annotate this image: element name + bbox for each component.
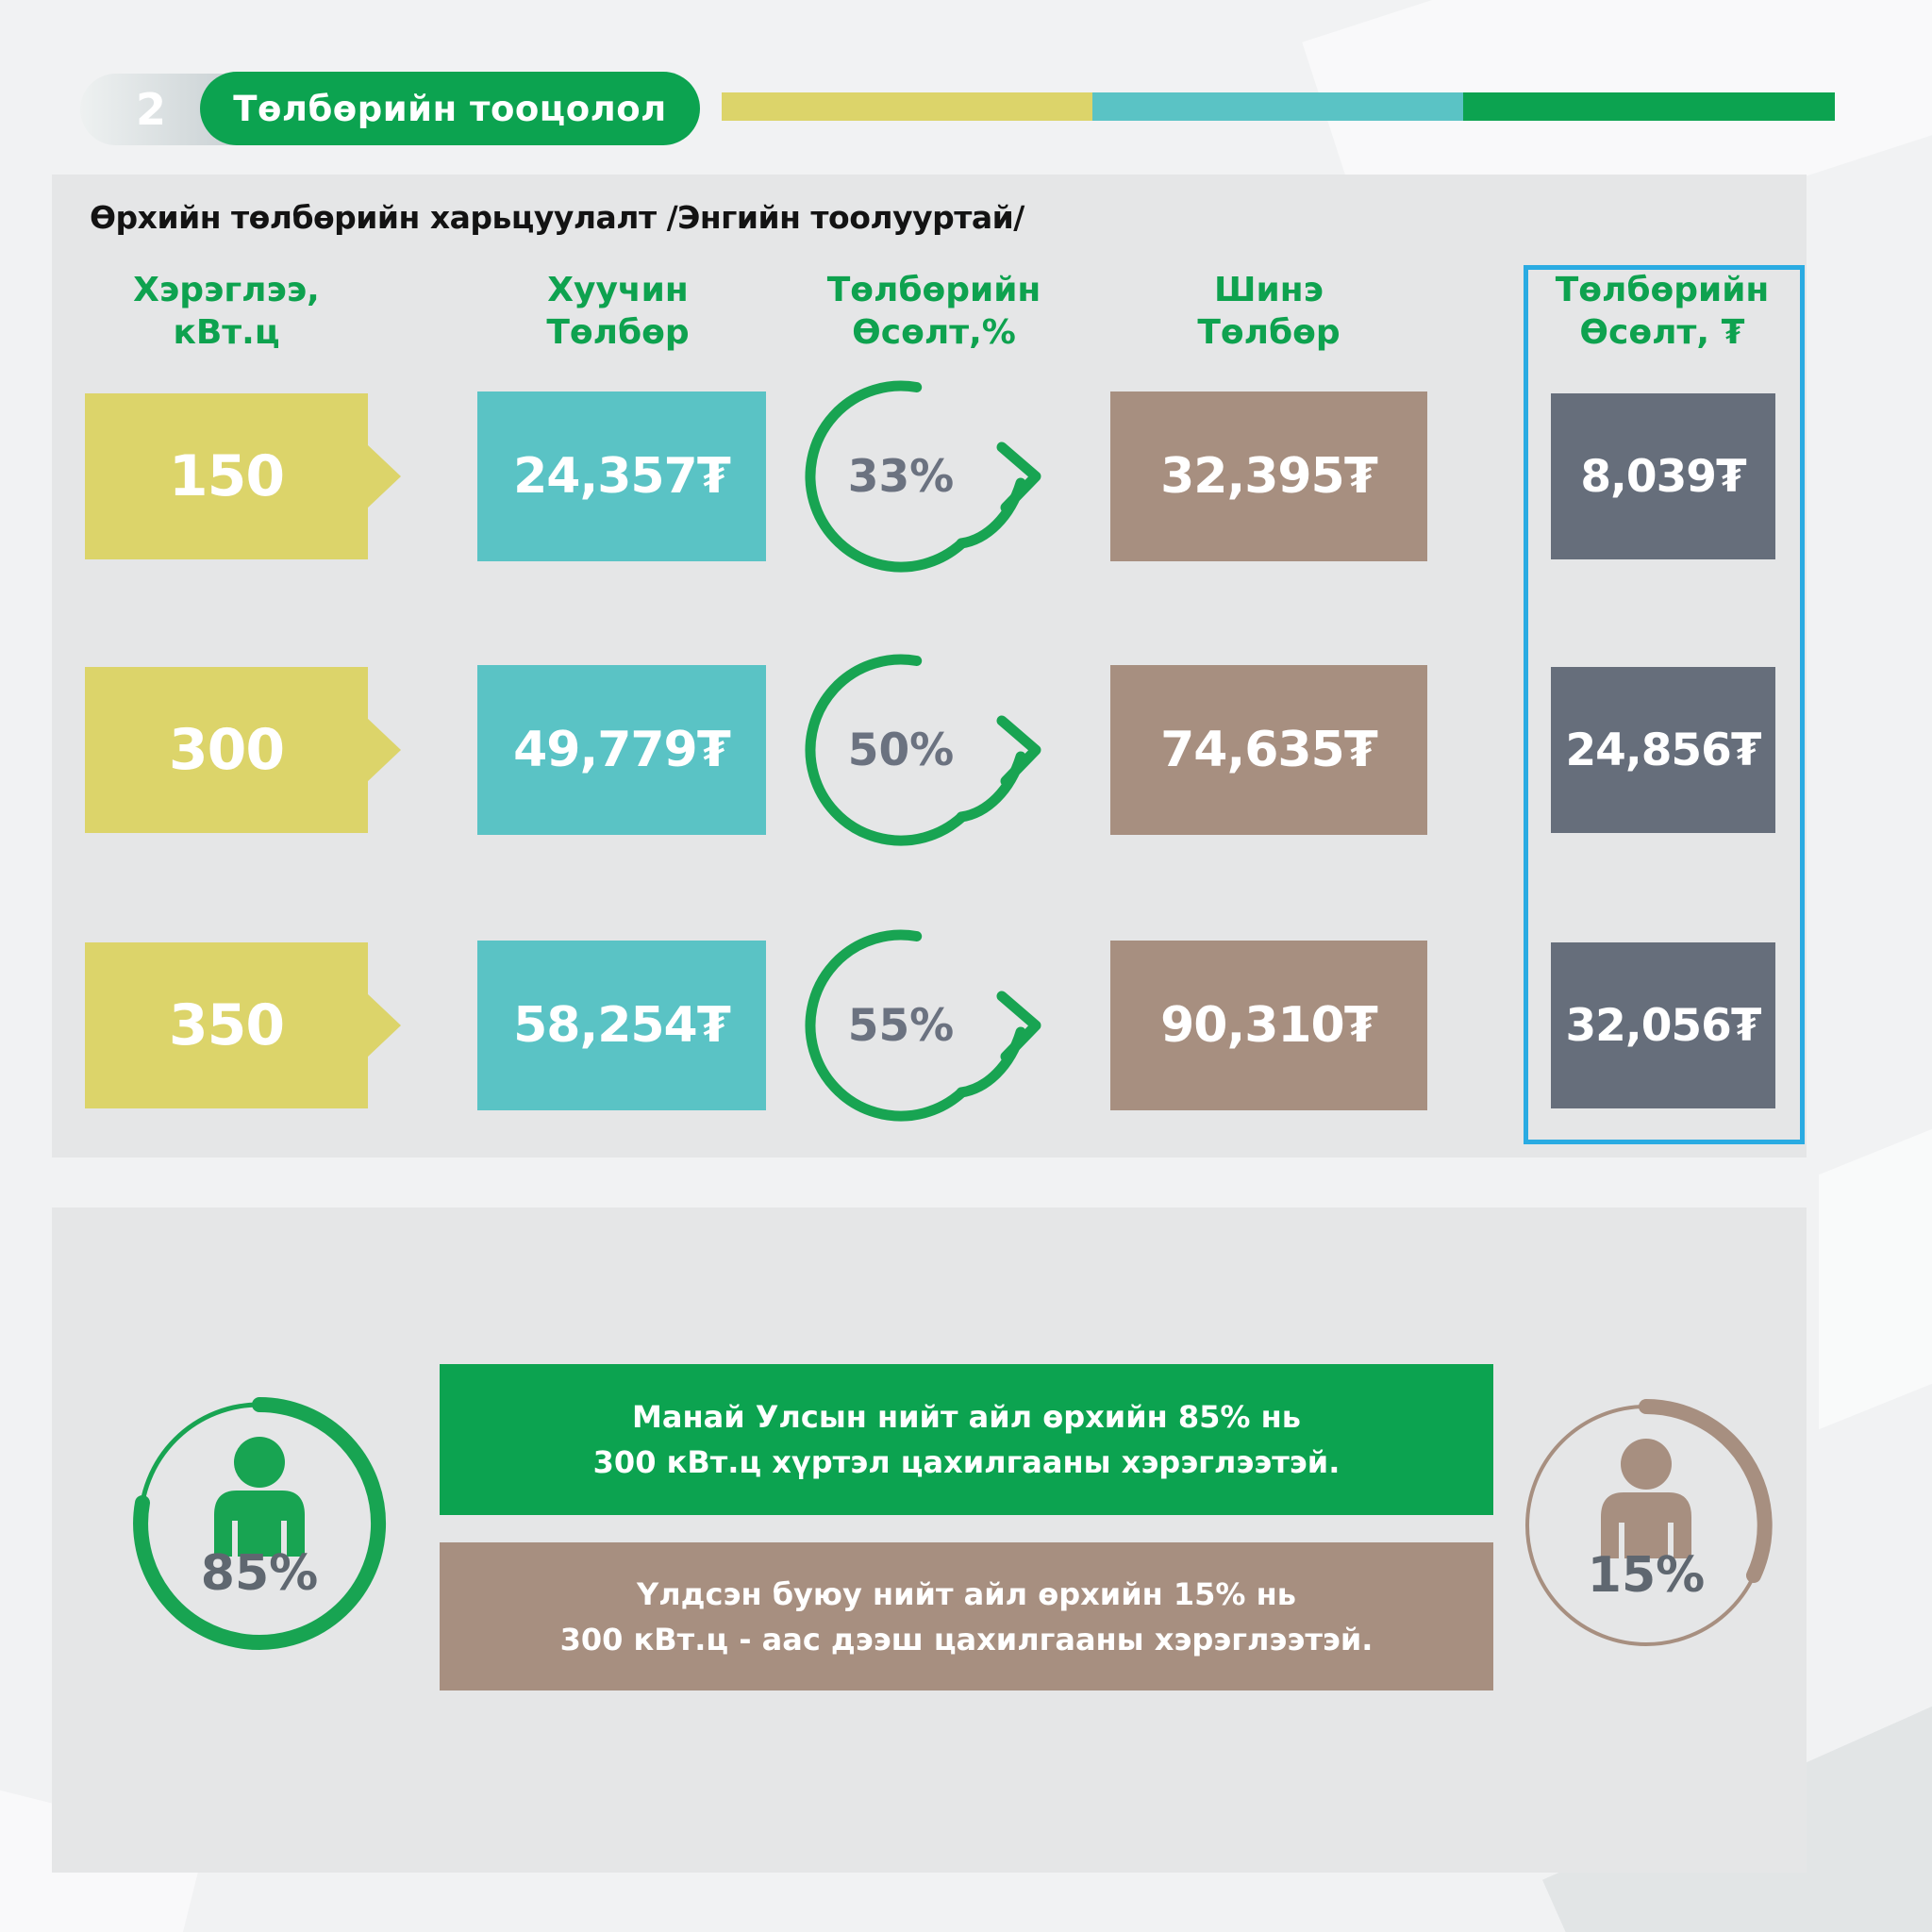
increase-amount-box: [1551, 667, 1775, 833]
progress-ring-icon: [123, 1387, 396, 1660]
progress-segment-green: [1463, 92, 1835, 121]
households-85-donut: [123, 1387, 396, 1660]
new-payment-box: [1110, 391, 1427, 561]
households-15-donut: [1509, 1389, 1783, 1662]
new-payment-box: [1110, 941, 1427, 1110]
new-payment-value: 74,635₮: [1160, 722, 1377, 778]
consumption-value: 150: [168, 443, 285, 509]
person-icon: [1601, 1439, 1691, 1558]
comparison-panel: [52, 175, 1807, 1158]
new-payment-value: 90,310₮: [1160, 997, 1377, 1054]
increase-amount-value: 8,039₮: [1580, 450, 1746, 503]
column-header-line: Хэрэглээ,: [133, 271, 320, 309]
person-icon: [214, 1437, 305, 1557]
column-header-line: Өсөлт, ₮: [1579, 313, 1745, 352]
background-decoration: [1819, 1118, 1932, 1430]
consumption-box: [85, 393, 368, 559]
old-payment-box: [477, 941, 766, 1110]
section-title: Төлбөрийн тооцолол: [233, 88, 667, 129]
consumption-value: 300: [168, 717, 285, 783]
table-row: [52, 391, 1807, 561]
new-payment-box: [1110, 665, 1427, 835]
consumption-box: [85, 667, 368, 833]
column-header-line: Өсөлт,%: [852, 313, 1016, 352]
increase-percent-circle: [802, 649, 1104, 851]
brown-note-box: [440, 1542, 1493, 1690]
progress-segment-yellow: [722, 92, 1092, 121]
consumption-box: [85, 942, 368, 1108]
step-number: 2: [135, 84, 166, 135]
increase-amount-box: [1551, 393, 1775, 559]
column-header-old-payment: [448, 269, 788, 354]
old-payment-box: [477, 665, 766, 835]
increase-percent-value: 50%: [847, 724, 955, 776]
progress-bar: [722, 92, 1835, 121]
increase-amount-box: [1551, 942, 1775, 1108]
old-payment-value: 58,254₮: [513, 997, 730, 1054]
increase-percent-circle: [802, 375, 1104, 577]
progress-ring-icon: [1509, 1389, 1783, 1662]
column-header-line: Хуучин: [547, 271, 689, 309]
column-header-increase-pct: [764, 269, 1104, 354]
section-title-pill: [200, 72, 700, 145]
table-row: [52, 941, 1807, 1110]
consumption-value: 350: [168, 992, 285, 1058]
column-header-line: Шинэ: [1214, 271, 1324, 309]
old-payment-box: [477, 391, 766, 561]
old-payment-value: 24,357₮: [513, 448, 730, 505]
comparison-title: Өрхийн төлбөрийн харьцуулалт /Энгийн тоолууртай/: [90, 199, 1024, 236]
green-note-box: [440, 1364, 1493, 1515]
increase-amount-value: 24,856₮: [1565, 724, 1761, 776]
progress-segment-teal: [1092, 92, 1463, 121]
brown-note-line2: 300 кВт.ц - аас дээш цахилгааны хэрэглээтэй.: [559, 1621, 1374, 1657]
increase-percent-value: 33%: [847, 450, 955, 503]
column-header-consumption: [57, 269, 396, 354]
increase-percent-circle: [802, 924, 1104, 1126]
column-header-new-payment: [1099, 269, 1439, 354]
column-header-line: Төлбөрийн: [826, 271, 1041, 309]
increase-percent-value: 55%: [847, 999, 955, 1052]
increase-amount-value: 32,056₮: [1565, 999, 1761, 1052]
column-header-line: Төлбөр: [546, 313, 690, 352]
brown-note-line1: Үлдсэн буюу нийт айл өрхийн 15% нь: [637, 1575, 1296, 1612]
column-header-line: кВт.ц: [173, 313, 280, 352]
households-15-label: 15%: [1587, 1547, 1706, 1604]
green-note-line2: 300 кВт.ц хүртэл цахилгааны хэрэглээтэй.: [592, 1444, 1341, 1480]
column-header-line: Төлбөр: [1197, 313, 1341, 352]
summary-panel: [52, 1208, 1807, 1873]
column-header-line: Төлбөрийн: [1555, 271, 1770, 309]
old-payment-value: 49,779₮: [513, 722, 730, 778]
households-85-label: 85%: [200, 1545, 319, 1602]
green-note-line1: Манай Улсын нийт айл өрхийн 85% нь: [632, 1399, 1301, 1435]
table-row: [52, 665, 1807, 835]
new-payment-value: 32,395₮: [1160, 448, 1377, 505]
